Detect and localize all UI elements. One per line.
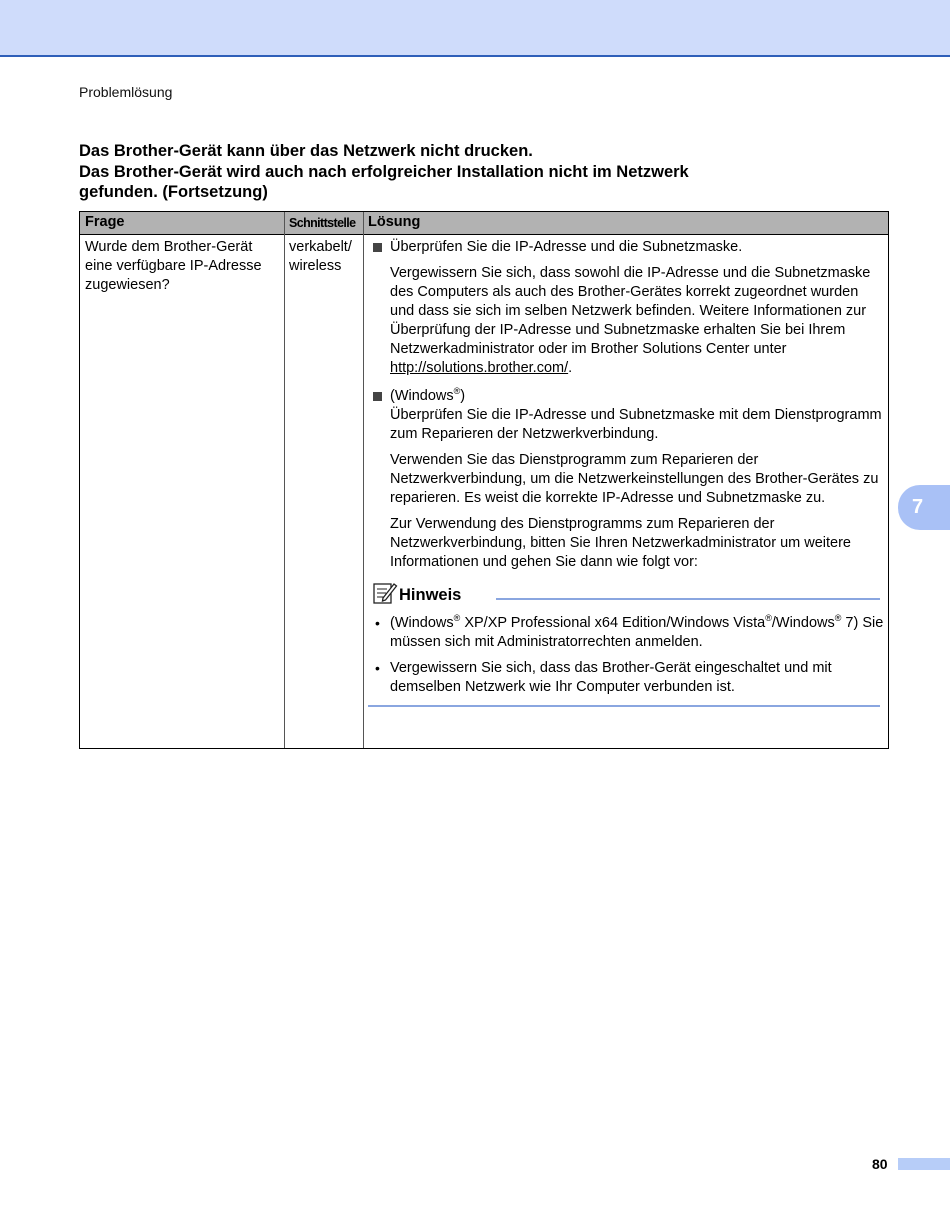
header-frage: Frage [85,214,125,230]
registered-mark: ® [453,386,461,396]
question-cell: Wurde dem Brother-Gerät eine verfügbare IP-Adresse zugewiesen? [85,239,262,293]
chapter-number: 7 [912,496,924,518]
note-item-1: • (Windows® XP/XP Professional x64 Edition/Windows Vista®/Windows® 7) Sie müssen sich mit Administratorrechten anmelden. [375,613,884,650]
interface-cell [289,238,361,276]
note-pencil-icon [372,580,398,606]
solution-paragraph-3: Zur Verwendung des Dienstprogramms zum Reparieren der Netzwerkverbindung, bitten Sie Ihren Netzwerkadministrator um weitere Informationen und gehen Sie dann wie folgt vor: [390,516,851,570]
page-number: 80 [872,1156,888,1172]
bullet-1-text: Überprüfen Sie die IP-Adresse und die Subnetzmaske. [390,239,743,255]
header-band [0,0,950,57]
troubleshooting-table [79,211,889,749]
interface-wired: verkabelt/ [289,239,352,255]
interface-wireless: wireless [289,258,342,274]
header-schnittstelle: Schnittstelle [289,216,356,230]
bullet-2-heading [390,387,884,406]
note-item-2: • Vergewissern Sie sich, dass das Brother-Gerät eingeschaltet und mit demselben Netzwerk wie Ihr Computer verbunden ist. [375,660,832,695]
paragraph-1-text: Vergewissern Sie sich, dass sowohl die IP-Adresse und die Subnetzmaske des Computers als auch des Brother-Gerätes korrekt zugeordnet wurden und dass sie sich im selben Netzwerk befinden. Weitere Informationen zur Überprüfung der IP-Adresse und Subnetzmaske erhalten Sie bei Ihrem Netzwerkadministrator oder im Brother Solutions Center unter [390,265,871,357]
solution-paragraph-1 [368,264,884,378]
chapter-tab [898,485,950,530]
note-rule [496,598,880,600]
solutions-center-link[interactable]: http://solutions.brother.com/ [390,360,569,376]
bullet-dot-icon: • [375,660,380,676]
square-bullet-icon [373,243,382,252]
heading-line-3: gefunden. (Fortsetzung) [79,183,268,201]
table-header [80,212,888,235]
page-number-bar [898,1158,950,1170]
bullet-2-text: Überprüfen Sie die IP-Adresse und Subnetzmaske mit dem Dienstprogramm zum Reparieren der Netzwerkverbindung. [390,407,882,442]
column-divider [284,212,285,748]
running-head: Problemlösung [79,84,173,100]
column-divider [363,212,364,748]
heading-line-1: Das Brother-Gerät kann über das Netzwerk nicht drucken. [79,142,533,160]
solution-paragraph-2: Verwenden Sie das Dienstprogramm zum Reparieren der Netzwerkverbindung, um die Netzwerkeinstellungen des Brother-Gerätes zu reparieren. Es weist die korrekte IP-Adresse und Subnetzmaske zu. [390,452,879,506]
heading-line-2: Das Brother-Gerät wird auch nach erfolgreicher Installation nicht im Netzwerk [79,162,689,181]
square-bullet-icon [373,392,382,401]
bullet-dot-icon: • [375,615,380,631]
solution-cell [368,238,884,707]
windows-label: (Windows [390,388,454,404]
solution-bullet-2 [368,387,884,444]
header-loesung: Lösung [368,214,421,230]
paragraph-1-end: . [568,360,573,376]
note-title: Hinweis [399,586,462,604]
note-header [368,583,884,607]
solution-bullet-1 [368,238,884,257]
note-end-rule [368,705,880,707]
paren-close: ) [460,388,466,404]
section-heading [79,141,779,203]
